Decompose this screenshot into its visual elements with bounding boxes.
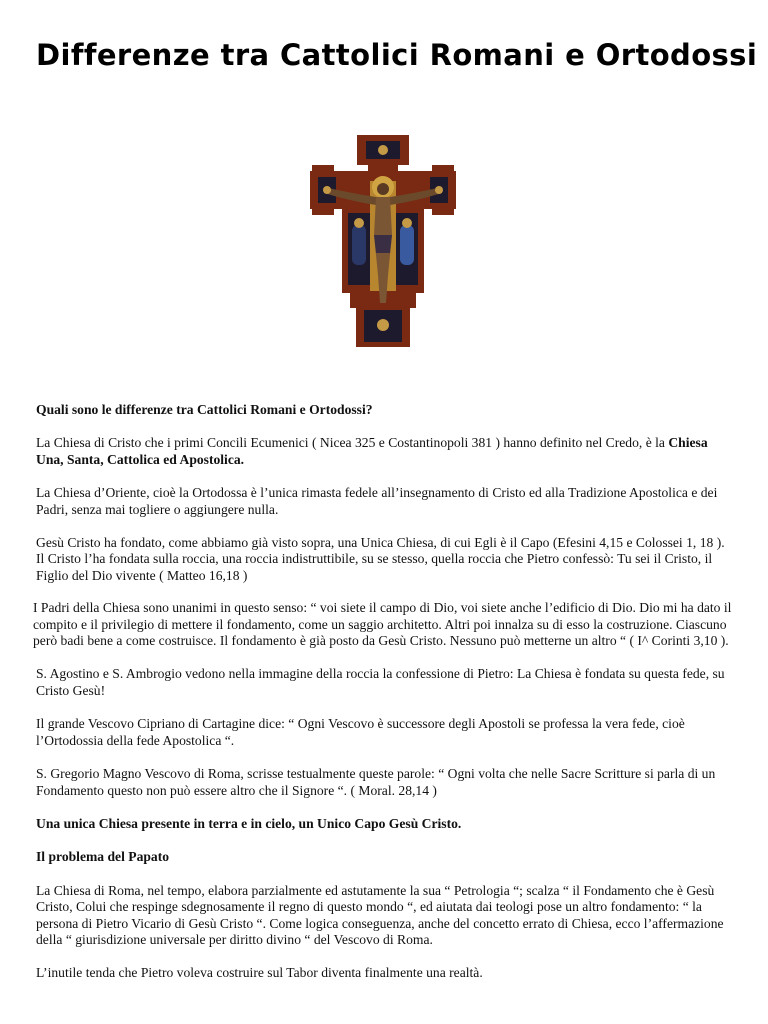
paragraph-eastern-church: La Chiesa d’Oriente, cioè la Ortodossa è l’unica rimasta fedele all’insegnamento di Cristo ed alla Tradizione Apostolica e dei Padri, senza mai togliere o aggiungere nulla. [36,485,718,517]
paragraph-tabor: L’inutile tenda che Pietro voleva costruire sul Tabor diventa finalmente una realtà. [36,965,483,981]
article-body [33,402,734,999]
paragraph-creed-bold: Chiesa Una, Santa, Cattolica ed Apostolica. [36,435,708,467]
paragraph-cyprian: Il grande Vescovo Cipriano di Cartagine dice: “ Ogni Vescovo è successore degli Apostoli se professa la vera fede, cioè l’Ortodossia della fede Apostolica “. [36,716,685,748]
paragraph-one-church: Gesù Cristo ha fondato, come abbiamo già visto sopra, una Unica Chiesa, di cui Egli è il Capo (Efesini 4,15 e Colossei 1, 18 ). Il Cristo l’ha fondata sulla roccia, una roccia indistruttibile, su se stesso, quella roccia che Pietro confessò: Tu sei il Cristo, il Figlio del Dio vivente ( Matteo 16,18 ) [36,535,725,583]
paragraph-creed [36,435,734,468]
paragraph-augustine: S. Agostino e S. Ambrogio vedono nella immagine della roccia la confessione di Pietro: La Chiesa è fondata su questa fede, su Cristo Gesù! [36,666,725,698]
paragraph-petrology: La Chiesa di Roma, nel tempo, elabora parzialmente ed astutamente la sua “ Petrologia “; scalza “ il Fondamento che è Gesù Cristo, Colui che respinge sdegnosamente il regno di questo mondo “, ed aiutata dai teologi pose un altro fondamento: “ la persona di Pietro Vicario di Gesù Cristo “. Come logica conseguenza, anche del concetto errato di Chiesa, ecco l’affermazione della “ giurisdizione universale per diritto divino “ del Vescovo di Roma. [36,882,724,947]
crucifix-icon [310,135,456,347]
crucifix-image [310,135,456,347]
paragraph-gregory: S. Gregorio Magno Vescovo di Roma, scrisse testualmente queste parole: “ Ogni volta che nelle Sacre Scritture si parla di un Fondamento questo non può essere altro che il Signore “. ( Moral. 28,14 ) [36,766,716,798]
section-heading-papacy: Il problema del Papato [36,849,170,865]
page-title: Differenze tra Cattolici Romani e Ortodossi [36,38,758,72]
paragraph-church-fathers: I Padri della Chiesa sono unanimi in questo senso: “ voi siete il campo di Dio, voi siete anche l’edificio di Dio. Dio mi ha dato il compito e il privilegio di mettere il fondamento, come un saggio architetto. Altri poi innalza su di esso la costruzione. Ciascuno però badi bene a come costruisce. Il fondamento è già posto da Gesù Cristo. Nessuno può metterne un altro “ ( I^ Corinti 3,10 ). [33,600,732,649]
question-heading: Quali sono le differenze tra Cattolici Romani e Ortodossi? [36,402,373,417]
paragraph-creed-text: La Chiesa di Cristo che i primi Concili Ecumenici ( Nicea 325 e Costantinopoli 381 ) hanno definito nel Credo, è la [36,435,669,451]
paragraph-unique-church: Una unica Chiesa presente in terra e in cielo, un Unico Capo Gesù Cristo. [36,815,462,831]
